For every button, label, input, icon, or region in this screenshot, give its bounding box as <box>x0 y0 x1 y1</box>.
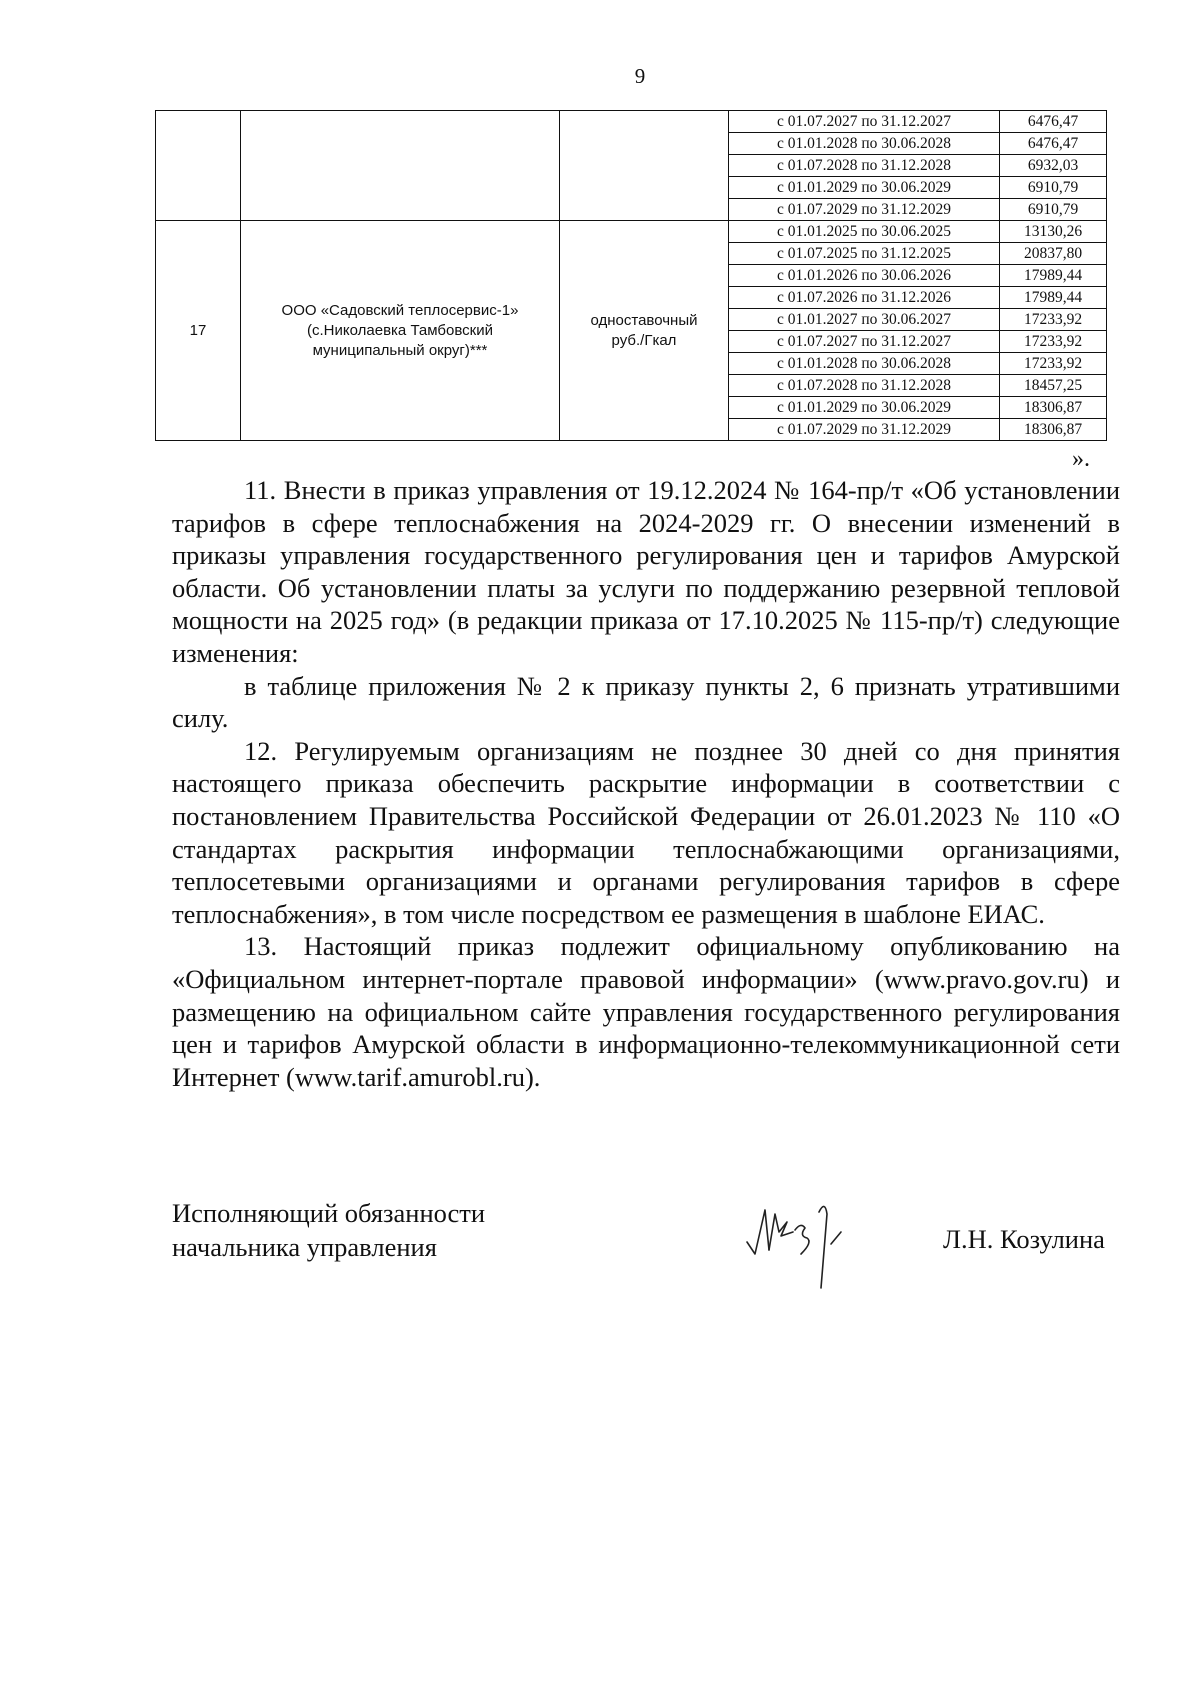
period-cell: с 01.07.2025 по 31.12.2025 <box>729 243 1000 265</box>
tariff-unit-line: руб./Гкал <box>611 331 677 349</box>
organization-line: ООО «Садовский теплосервис-1» <box>281 301 519 319</box>
period-cell: с 01.01.2026 по 30.06.2026 <box>729 265 1000 287</box>
value-cell: 6910,79 <box>1000 177 1107 199</box>
value-cell: 17989,44 <box>1000 265 1107 287</box>
order-text <box>172 474 1120 1093</box>
paragraph-11: 11. Внести в приказ управления от 19.12.2024 № 164-пр/т «Об установлении тарифов в сфере теплоснабжения на 2024-2029 гг. О внесении изменений в приказы управления государственного регулирования цен и тарифов Амурской области. Об установлении платы за услуги по поддержанию резервной тепловой мощности на 2025 год» (в редакции приказа от 17.10.2025 № 115-пр/т) следующие изменения: <box>172 475 1120 668</box>
signatory-name: Л.Н. Козулина <box>943 1224 1105 1254</box>
period-cell: с 01.01.2029 по 30.06.2029 <box>729 397 1000 419</box>
value-cell: 6476,47 <box>1000 133 1107 155</box>
value-cell: 6932,03 <box>1000 155 1107 177</box>
value-cell: 17233,92 <box>1000 331 1107 353</box>
page-number: 9 <box>634 64 646 88</box>
value-cell: 6476,47 <box>1000 111 1107 133</box>
period-cell: с 01.07.2026 по 31.12.2026 <box>729 287 1000 309</box>
period-cell: с 01.07.2027 по 31.12.2027 <box>729 331 1000 353</box>
paragraph-13: 13. Настоящий приказ подлежит официальному опубликованию на «Официальном интернет-портале правовой информации» (www.pravo.gov.ru) и размещению на официальном сайте управления государственного регулирования цен и тарифов Амурской области в информационно-телекоммуникационной сети Интернет (www.tarif.amurobl.ru). <box>172 931 1120 1092</box>
value-cell: 6910,79 <box>1000 199 1107 221</box>
organization-name <box>241 221 560 441</box>
value-cell: 18457,25 <box>1000 375 1107 397</box>
period-cell: с 01.01.2028 по 30.06.2028 <box>729 133 1000 155</box>
organization-line: муниципальный округ)*** <box>312 341 488 359</box>
closing-quote-mark: ». <box>1072 446 1090 472</box>
tariff-table <box>155 110 1107 441</box>
value-cell: 13130,26 <box>1000 221 1107 243</box>
period-cell: с 01.01.2027 по 30.06.2027 <box>729 309 1000 331</box>
entry-number: 17 <box>156 221 241 441</box>
empty-tariff-kind-cell <box>560 111 729 221</box>
tariff-kind <box>560 221 729 441</box>
period-cell: с 01.01.2025 по 30.06.2025 <box>729 221 1000 243</box>
signatory-position <box>172 1196 485 1264</box>
period-cell: с 01.07.2029 по 31.12.2029 <box>729 199 1000 221</box>
paragraph-11-subitem: в таблице приложения № 2 к приказу пункты 2, 6 признать утратившими силу. <box>172 670 1120 734</box>
organization-line: (с.Николаевка Тамбовский <box>307 321 493 339</box>
tariff-kind-line: одноставочный <box>590 311 698 329</box>
value-cell: 17233,92 <box>1000 353 1107 375</box>
position-line: начальника управления <box>172 1232 437 1262</box>
period-cell: с 01.07.2027 по 31.12.2027 <box>729 111 1000 133</box>
value-cell: 17989,44 <box>1000 287 1107 309</box>
table-row <box>156 111 1107 133</box>
value-cell: 20837,80 <box>1000 243 1107 265</box>
empty-organization-cell <box>241 111 560 221</box>
value-cell: 17233,92 <box>1000 309 1107 331</box>
value-cell: 18306,87 <box>1000 397 1107 419</box>
table-row <box>156 221 1107 243</box>
period-cell: с 01.07.2029 по 31.12.2029 <box>729 419 1000 441</box>
paragraph-12: 12. Регулируемым организациям не позднее 30 дней со дня принятия настоящего приказа обеспечить раскрытие информации в соответствии с постановлением Правительства Российской Федерации от 26.01.2023 № 110 «О стандартах раскрытия информации теплоснабжающими организациями, теплосетевыми организациями и органами регулирования тарифов в сфере теплоснабжения», в том числе посредством ее размещения в шаблоне ЕИАС. <box>172 735 1120 929</box>
period-cell: с 01.07.2028 по 31.12.2028 <box>729 375 1000 397</box>
period-cell: с 01.01.2028 по 30.06.2028 <box>729 353 1000 375</box>
period-cell: с 01.01.2029 по 30.06.2029 <box>729 177 1000 199</box>
empty-number-cell <box>156 111 241 221</box>
handwritten-signature <box>735 1192 875 1292</box>
value-cell: 18306,87 <box>1000 419 1107 441</box>
position-line: Исполняющий обязанности <box>172 1198 486 1228</box>
period-cell: с 01.07.2028 по 31.12.2028 <box>729 155 1000 177</box>
